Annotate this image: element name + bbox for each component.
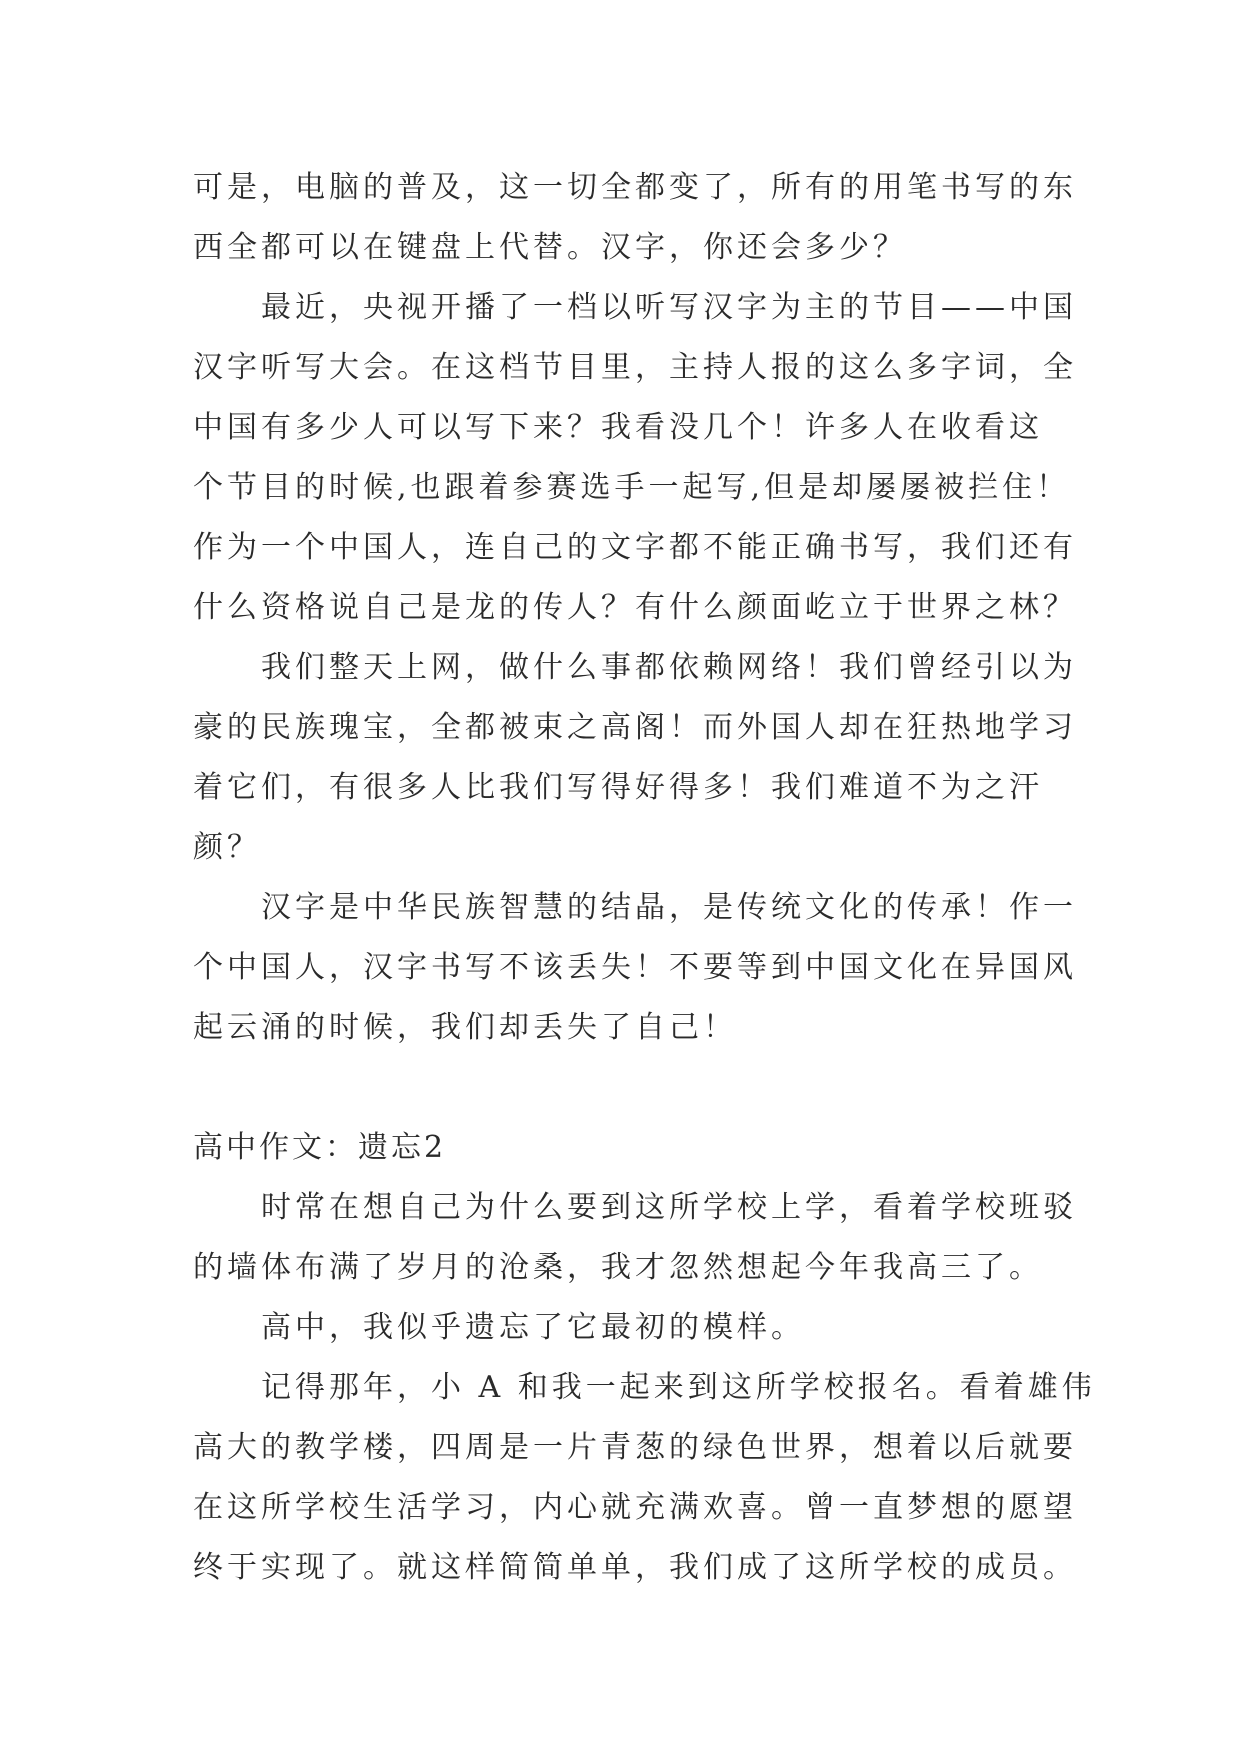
- text-line: 颜？: [193, 830, 261, 865]
- text-line: 高大的教学楼，四周是一片青葱的绿色世界，想着以后就要: [193, 1430, 1077, 1465]
- paragraph-internet: [193, 638, 1077, 878]
- text-line: 记得那年，小 A 和我一起来到这所学校报名。看着雄伟: [261, 1370, 1096, 1405]
- text-line: 我们整天上网，做什么事都依赖网络！我们曾经引以为: [261, 650, 1077, 685]
- text-line: 汉字听写大会。在这档节目里，主持人报的这么多字词，全: [193, 350, 1077, 385]
- text-line: 着它们，有很多人比我们写得好得多！我们难道不为之汗: [193, 770, 1043, 805]
- text-line: 的墙体布满了岁月的沧桑，我才忽然想起今年我高三了。: [193, 1250, 1043, 1285]
- text-line: 汉字是中华民族智慧的结晶，是传统文化的传承！作一: [261, 890, 1077, 925]
- essay-title: 高中作文：遗忘2: [193, 1130, 447, 1165]
- paragraph-continuation: [193, 158, 1077, 278]
- paragraph-forgotten: [193, 1298, 1073, 1358]
- text-line: 作为一个中国人，连自己的文字都不能正确书写，我们还有: [193, 530, 1077, 565]
- text-line: 高中，我似乎遗忘了它最初的模样。: [261, 1310, 805, 1345]
- text-line: 时常在想自己为什么要到这所学校上学，看着学校班驳: [261, 1190, 1077, 1225]
- text-line: 什么资格说自己是龙的传人？有什么颜面屹立于世界之林？: [193, 590, 1077, 625]
- text-line: 最近，央视开播了一档以听写汉字为主的节目——中国: [261, 290, 1077, 325]
- section-spacer: [193, 1058, 1073, 1118]
- text-line: 个节目的时候,也跟着参赛选手一起写,但是却屡屡被拦住！: [193, 470, 1071, 505]
- text-line: 起云涌的时候，我们却丢失了自己！: [193, 1010, 737, 1045]
- paragraph-conclusion: [193, 878, 1077, 1058]
- paragraph-memory: [193, 1358, 1096, 1598]
- paragraph-school-thoughts: [193, 1178, 1077, 1298]
- text-line: 西全都可以在键盘上代替。汉字，你还会多少？: [193, 230, 907, 265]
- text-line: 终于实现了。就这样简简单单，我们成了这所学校的成员。: [193, 1550, 1077, 1585]
- text-line: 在这所学校生活学习，内心就充满欢喜。曾一直梦想的愿望: [193, 1490, 1077, 1525]
- document-body: [193, 158, 1096, 1598]
- paragraph-dictation-show: [193, 278, 1077, 638]
- text-line: 豪的民族瑰宝，全都被束之高阁！而外国人却在狂热地学习: [193, 710, 1077, 745]
- text-line: 可是，电脑的普及，这一切全都变了，所有的用笔书写的东: [193, 170, 1077, 205]
- text-line: 中国有多少人可以写下来？我看没几个！许多人在收看这: [193, 410, 1043, 445]
- text-line: 个中国人，汉字书写不该丢失！不要等到中国文化在异国风: [193, 950, 1077, 985]
